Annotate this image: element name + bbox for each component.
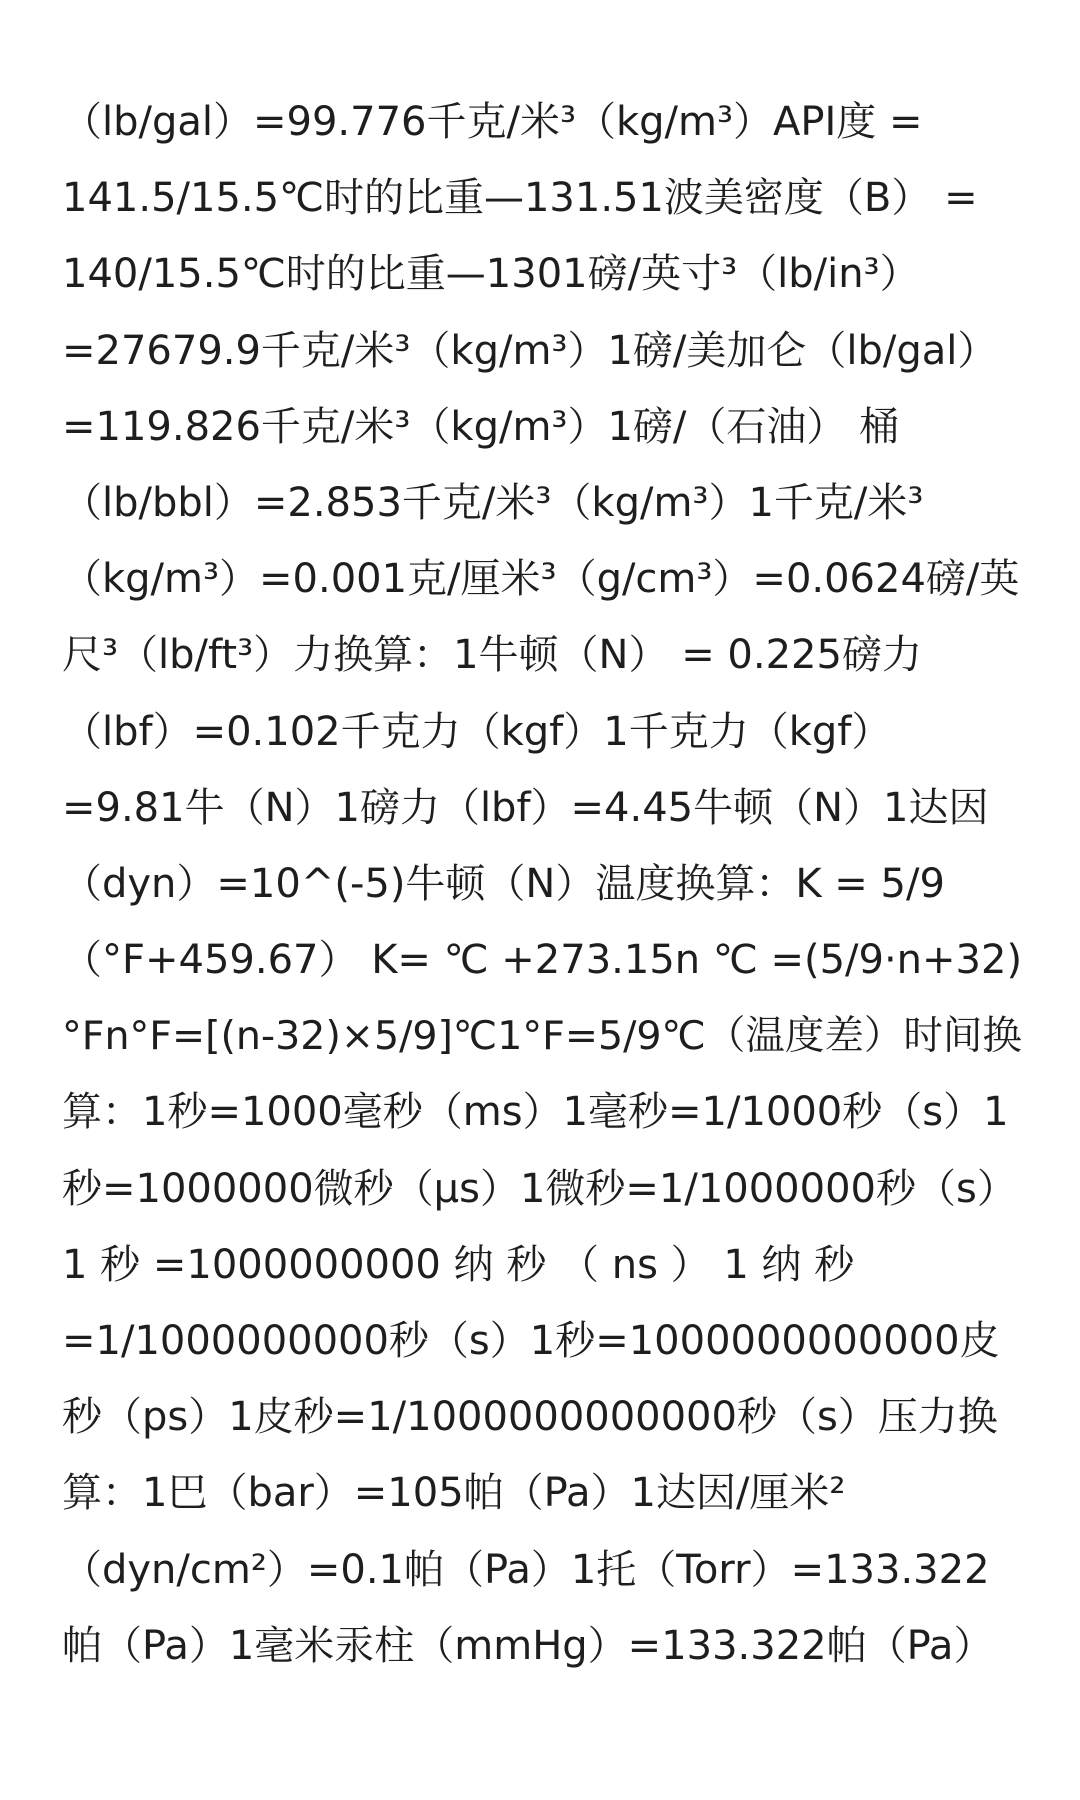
text-line-4: =27679.9千克/米³（kg/m³）1磅/美加仑（lb/gal） — [62, 327, 998, 374]
text-line-19: 算：1巴（bar）=105帕（Pa）1达因/厘米² — [62, 1470, 846, 1517]
text-line-10: =9.81牛（N）1磅力（lbf）=4.45牛顿（N）1达因 — [62, 784, 989, 831]
text-line-2: 141.5/15.5℃时的比重—131.51波美密度（B） = — [62, 175, 978, 222]
text-line-16: 1 秒 =1000000000 纳 秒 （ ns ） 1 纳 秒 — [62, 1241, 855, 1288]
text-line-1: （lb/gal）=99.776千克/米³（kg/m³）API度 = — [62, 99, 923, 145]
text-line-20: （dyn/cm²）=0.1帕（Pa）1托（Torr）=133.322 — [62, 1546, 990, 1593]
text-line-5: =119.826千克/米³（kg/m³）1磅/（石油） 桶 — [62, 403, 900, 450]
text-line-18: 秒（ps）1皮秒=1/1000000000000秒（s）压力换 — [62, 1394, 998, 1441]
text-line-21: 帕（Pa）1毫米汞柱（mmHg）=133.322帕（Pa） — [62, 1622, 994, 1669]
text-line-11: （dyn）=10^(-5)牛顿（N）温度换算：K = 5/9 — [62, 860, 945, 907]
text-line-8: 尺³（lb/ft³）力换算：1牛顿（N） = 0.225磅力 — [62, 632, 922, 679]
text-line-9: （lbf）=0.102千克力（kgf）1千克力（kgf） — [62, 708, 892, 755]
document-body — [62, 84, 1022, 1684]
text-line-13: °Fn°F=[(n-32)×5/9]℃1°F=5/9℃（温度差）时间换 — [62, 1013, 1022, 1060]
text-line-17: =1/1000000000秒（s）1秒=1000000000000皮 — [62, 1318, 1000, 1364]
text-line-12: （°F+459.67） K= ℃ +273.15n ℃ =(5/9·n+32) — [62, 937, 1022, 984]
text-line-6: （lb/bbl）=2.853千克/米³（kg/m³）1千克/米³ — [62, 479, 924, 526]
text-line-7: （kg/m³）=0.001克/厘米³（g/cm³）=0.0624磅/英 — [62, 556, 1020, 603]
text-line-3: 140/15.5℃时的比重—1301磅/英寸³（lb/in³） — [62, 251, 920, 298]
text-line-15: 秒=1000000微秒（μs）1微秒=1/1000000秒（s） — [62, 1165, 1017, 1212]
text-line-14: 算：1秒=1000毫秒（ms）1毫秒=1/1000秒（s）1 — [62, 1089, 1009, 1136]
